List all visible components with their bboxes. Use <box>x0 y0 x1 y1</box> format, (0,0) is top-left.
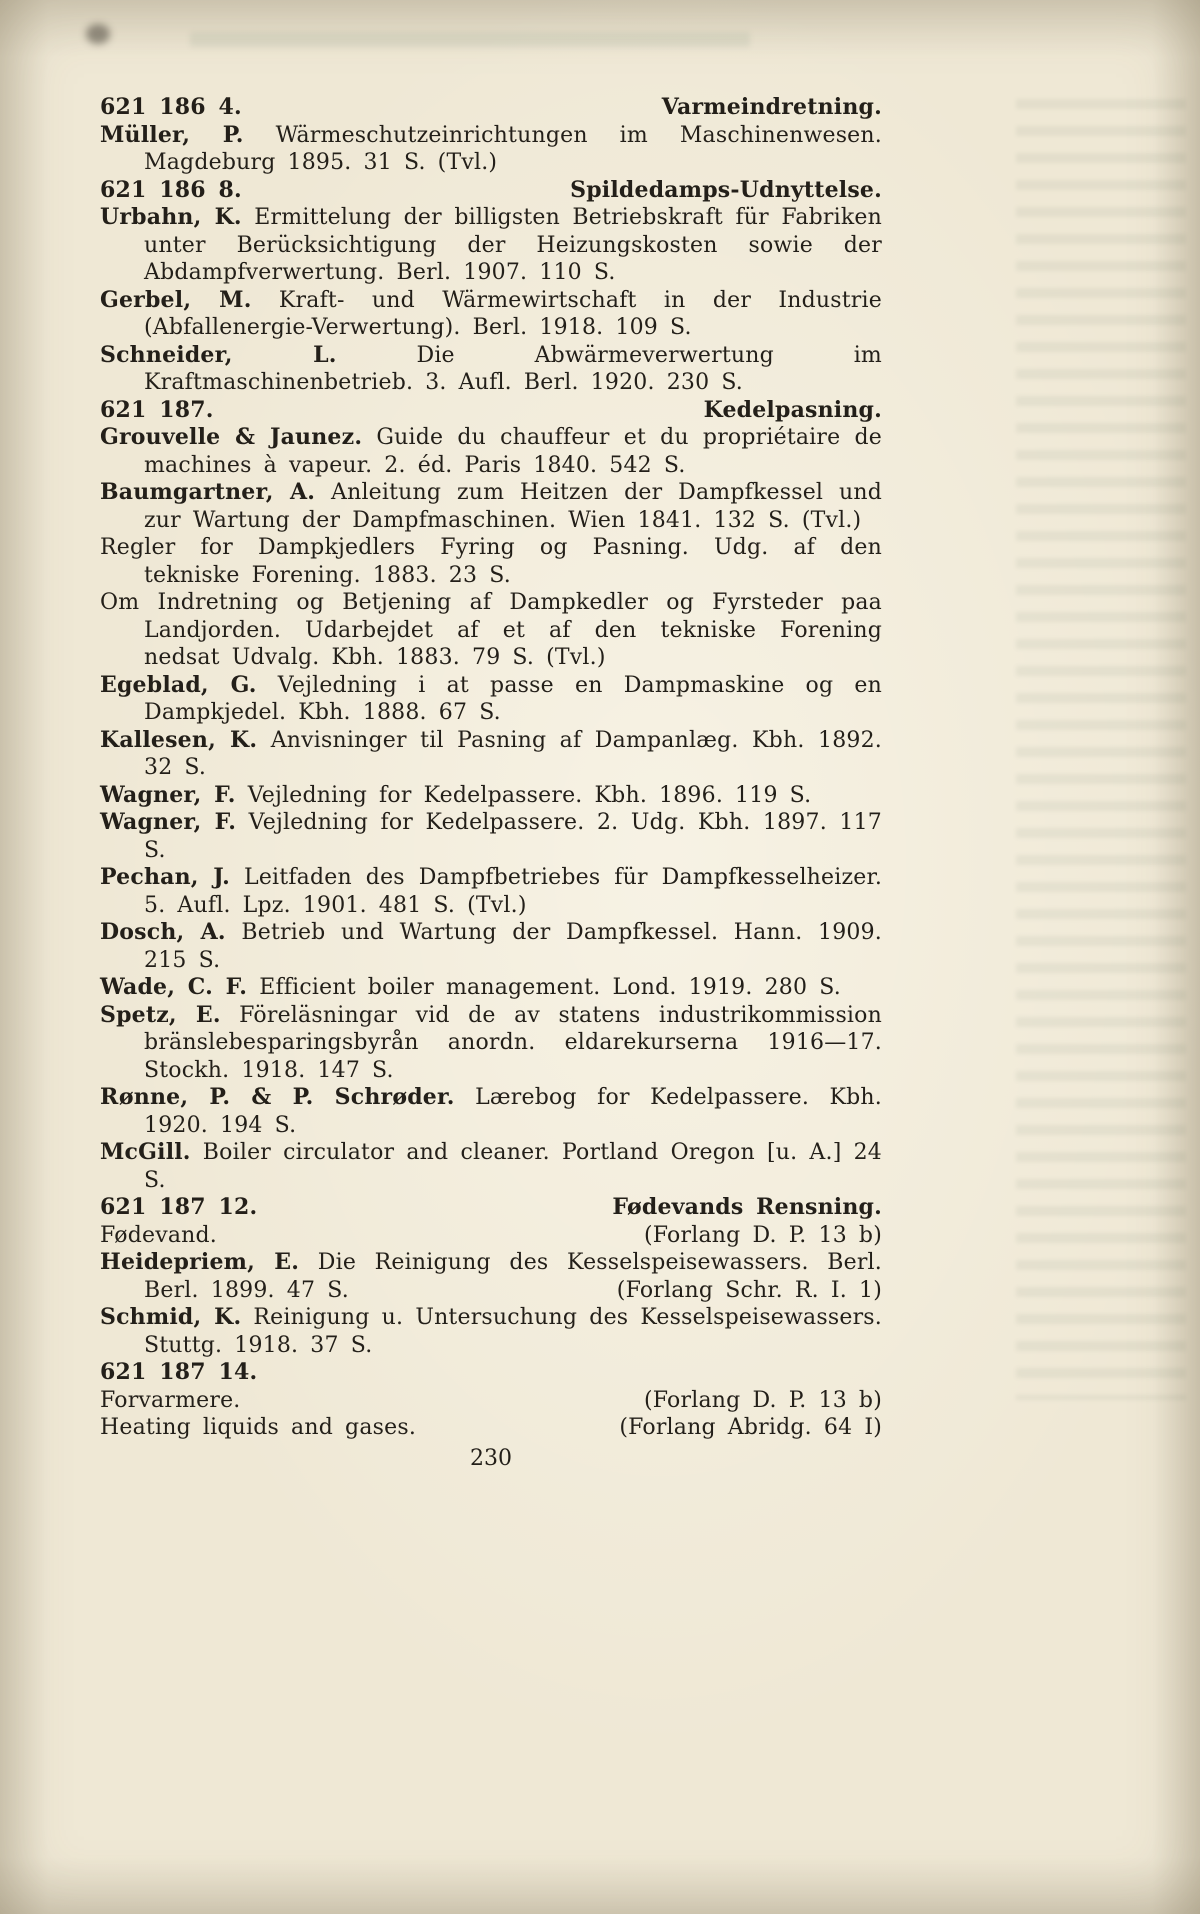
bib-entry <box>100 727 882 782</box>
catalog-section <box>100 177 882 397</box>
entry-text: Anleitung zum Heitzen der Dampfkessel und zur Wartung der Dampfmaschinen. Wien 1841. 132 S. (Tvl.) <box>144 480 882 533</box>
entry-text: Vejledning for Kedelpassere. 2. Udg. Kbh. 1897. 117 S. <box>144 810 883 863</box>
section-header <box>100 1194 882 1222</box>
bib-entry <box>100 424 882 479</box>
entry-author: Müller, P. <box>100 121 244 148</box>
bib-entry <box>100 1387 882 1415</box>
scan-showthrough-text <box>1016 90 1186 1400</box>
catalog-section <box>100 1359 882 1442</box>
section-title: Fødevands Rensning. <box>612 1194 882 1220</box>
entry-author: Heidepriem, E. <box>100 1249 300 1275</box>
bib-entry <box>100 1414 882 1442</box>
entry-text: Fødevand. <box>100 1222 217 1248</box>
entry-text: Ermittelung der billigsten Betriebskraft für Fabriken unter Berücksichtigung der Heizungskosten sowie der Abdampfverwertung. Berl. 1907. 110 S. <box>144 205 882 285</box>
entry-author: Wagner, F. <box>100 809 237 835</box>
bib-entry <box>100 919 882 974</box>
entry-text: Die Reinigung des Kesselspeisewassers. Berl. Berl. 1899. 47 S. <box>144 1250 882 1303</box>
entry-text: Betrieb und Wartung der Dampfkessel. Hann. 1909. 215 S. <box>144 920 882 973</box>
bib-entry <box>100 204 882 287</box>
bib-entry <box>100 672 882 727</box>
entry-author: Wade, C. F. <box>100 974 248 1000</box>
entry-author: Wagner, F. <box>100 781 236 808</box>
entry-note: (Forlang Abridg. 64 I) <box>619 1415 882 1440</box>
classification-code: 621 186 8. <box>100 176 242 203</box>
entry-author: Urbahn, K. <box>100 204 242 230</box>
entry-author: Dosch, A. <box>100 919 226 945</box>
entry-author: Grouvelle & Jaunez. <box>100 424 363 450</box>
bib-entry <box>100 287 882 342</box>
entry-note: (Forlang D. P. 13 b) <box>644 1387 882 1413</box>
scan-ink-blot <box>86 24 110 44</box>
section-header <box>100 94 882 122</box>
entry-text: Heating liquids and gases. <box>100 1415 417 1440</box>
bib-entry <box>100 342 882 397</box>
entry-text: Vejledning i at passe en Dampmaskine og en Dampkjedel. Kbh. 1888. 67 S. <box>144 672 882 725</box>
entry-author: Schmid, K. <box>100 1304 242 1330</box>
section-header <box>100 177 882 205</box>
bib-entry <box>100 1002 882 1085</box>
section-header <box>100 397 882 425</box>
entry-author: Kallesen, K. <box>100 726 258 753</box>
section-title: Spildedamps-Udnyttelse. <box>570 176 882 203</box>
bib-entry <box>100 589 882 672</box>
entry-text: Kraft- und Wärmewirtschaft in der Industrie (Abfallenergie-Verwertung). Berl. 1918. 109 S. <box>144 287 882 340</box>
catalog-section <box>100 94 882 177</box>
bib-entry <box>100 864 882 919</box>
classification-code: 621 187 14. <box>100 1359 258 1385</box>
entry-text: Wärmeschutzeinrichtungen im Maschinenwesen. Magdeburg 1895. 31 S. (Tvl.) <box>144 122 882 175</box>
entry-text: Boiler circulator and cleaner. Portland Oregon [u. A.] 24 S. <box>144 1140 882 1193</box>
entry-text: Reinigung u. Untersuchung des Kesselspeisewassers. Stuttg. 1918. 37 S. <box>144 1305 882 1358</box>
catalog-section <box>100 397 882 1195</box>
bib-entry <box>100 809 882 864</box>
bib-entry <box>100 1139 882 1194</box>
bib-entry <box>100 479 882 534</box>
bib-entry <box>100 1304 882 1359</box>
entry-text: Föreläsningar vid de av statens industrikommission bränslebesparingsbyrån anordn. eldarekurserna 1916—17. Stockh. 1918. 147 S. <box>144 1002 882 1083</box>
bib-entry <box>100 534 882 589</box>
bib-entry <box>100 1084 882 1139</box>
entry-author: Egeblad, G. <box>100 671 257 698</box>
entry-text: Efficient boiler management. Lond. 1919. 280 S. <box>259 975 841 1000</box>
entry-author: McGill. <box>100 1139 191 1165</box>
bib-entry <box>100 1222 882 1250</box>
entry-text: Die Abwärmeverwertung im Kraftmaschinenbetrieb. 3. Aufl. Berl. 1920. 230 S. <box>144 342 882 395</box>
catalog-section <box>100 1194 882 1359</box>
entry-author: Spetz, E. <box>100 1001 221 1028</box>
bib-entry <box>100 782 882 810</box>
bibliography-content <box>100 94 882 1442</box>
section-title: Varmeindretning. <box>661 94 882 120</box>
page-number: 230 <box>470 1446 512 1471</box>
entry-note: (Forlang D. P. 13 b) <box>644 1222 882 1248</box>
entry-author: Pechan, J. <box>100 864 231 890</box>
entry-author: Rønne, P. & P. Schrøder. <box>100 1084 455 1110</box>
entry-text: Vejledning for Kedelpassere. Kbh. 1896. 119 S. <box>247 782 812 808</box>
scan-showthrough-header <box>190 32 750 47</box>
bib-entry <box>100 974 882 1002</box>
entry-author: Baumgartner, A. <box>100 479 316 505</box>
entry-author: Schneider, L. <box>100 341 337 368</box>
bib-entry <box>100 122 882 177</box>
entry-text: Lærebog for Kedelpassere. Kbh. 1920. 194 S. <box>144 1085 882 1138</box>
section-title: Kedelpasning. <box>703 396 882 423</box>
entry-text: Forvarmere. <box>100 1387 241 1413</box>
bib-entry <box>100 1249 882 1304</box>
entry-author: Gerbel, M. <box>100 286 252 313</box>
entry-note: (Forlang Schr. R. I. 1) <box>616 1277 882 1303</box>
entry-text: Leitfaden des Dampfbetriebes für Dampfkesselheizer. 5. Aufl. Lpz. 1901. 481 S. (Tvl.) <box>144 865 883 918</box>
entry-text: Guide du chauffeur et du propriétaire de machines à vapeur. 2. éd. Paris 1840. 542 S. <box>144 425 882 478</box>
classification-code: 621 186 4. <box>100 94 242 120</box>
entry-text: Regler for Dampkjedlers Fyring og Pasning. Udg. af den tekniske Forening. 1883. 23 S. <box>100 535 882 588</box>
entry-text: Anvisninger til Pasning af Dampanlæg. Kbh. 1892. 32 S. <box>144 727 882 780</box>
classification-code: 621 187. <box>100 396 214 423</box>
section-header <box>100 1359 882 1387</box>
classification-code: 621 187 12. <box>100 1194 258 1220</box>
entry-text: Om Indretning og Betjening af Dampkedler og Fyrsteder paa Landjorden. Udarbejdet af et af den tekniske Forening nedsat Udvalg. Kbh. 1883. 79 S. (Tvl.) <box>100 590 882 670</box>
